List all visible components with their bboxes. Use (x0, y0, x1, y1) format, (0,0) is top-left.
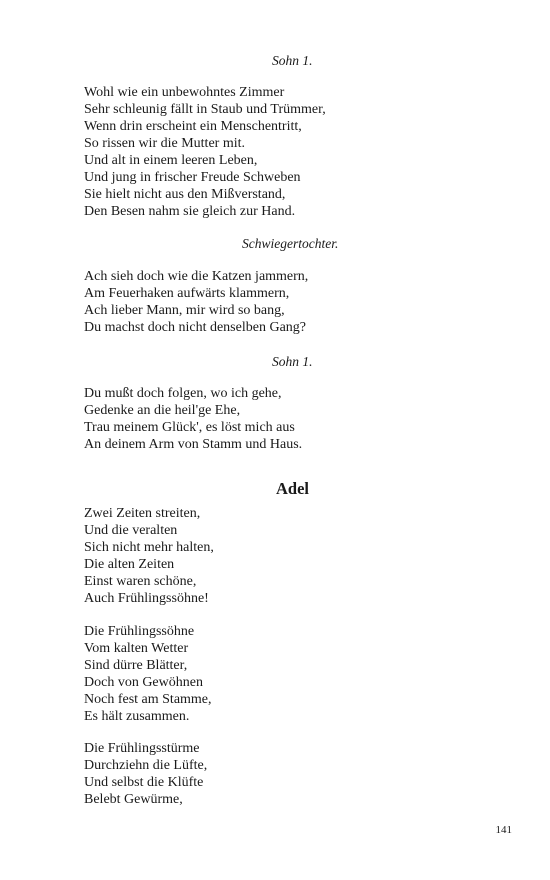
verse-line: Die Frühlingsstürme (84, 741, 200, 756)
verse-line: Und selbst die Klüfte (84, 775, 204, 790)
verse-line: Und alt in einem leeren Leben, (84, 153, 258, 168)
verse-line: So rissen wir die Mutter mit. (84, 136, 245, 151)
verse-line: Gedenke an die heil'ge Ehe, (84, 403, 241, 418)
poem-title: Adel (276, 479, 309, 498)
verse-line: Am Feuerhaken aufwärts klammern, (84, 286, 290, 301)
verse-line: Du machst doch nicht denselben Gang? (84, 320, 306, 335)
verse-line: Auch Frühlingssöhne! (84, 591, 209, 606)
verse-line: Es hält zusammen. (84, 709, 190, 724)
verse-line: Ach sieh doch wie die Katzen jammern, (84, 269, 309, 284)
stanza (84, 623, 212, 725)
speaker-label-sohn: Sohn 1. (272, 53, 313, 68)
verse-line: Und jung in frischer Freude Schweben (84, 170, 301, 185)
verse-line: Einst waren schöne, (84, 574, 197, 589)
stanza (84, 84, 326, 220)
speaker-label-sohn: Sohn 1. (272, 354, 313, 369)
stanza (84, 505, 214, 607)
verse-line: Doch von Gewöhnen (84, 675, 203, 690)
verse-line: Die Frühlingssöhne (84, 624, 195, 639)
verse-line: Und die veralten (84, 523, 178, 538)
verse-line: Wohl wie ein unbewohntes Zimmer (84, 85, 285, 100)
verse-line: Sie hielt nicht aus den Mißverstand, (84, 187, 286, 202)
verse-line: Zwei Zeiten streiten, (84, 506, 201, 521)
verse-line: Ach lieber Mann, mir wird so bang, (84, 303, 285, 318)
stanza (84, 385, 302, 453)
page-number: 141 (495, 824, 512, 836)
verse-line: Du mußt doch folgen, wo ich gehe, (84, 386, 282, 401)
stanza (84, 740, 207, 808)
verse-line: Belebt Gewürme, (84, 792, 183, 807)
verse-line: An deinem Arm von Stamm und Haus. (84, 437, 303, 452)
verse-line: Vom kalten Wetter (84, 641, 189, 656)
verse-line: Sich nicht mehr halten, (84, 540, 214, 555)
verse-line: Sehr schleunig fällt in Staub und Trümmer, (84, 102, 326, 117)
verse-line: Die alten Zeiten (84, 557, 175, 572)
speaker-label-schwiegertochter: Schwiegertochter. (242, 236, 339, 251)
verse-line: Noch fest am Stamme, (84, 692, 212, 707)
verse-line: Trau meinem Glück', es löst mich aus (84, 420, 295, 435)
verse-line: Den Besen nahm sie gleich zur Hand. (84, 204, 296, 219)
verse-line: Sind dürre Blätter, (84, 658, 188, 673)
stanza (84, 268, 308, 336)
verse-line: Durchziehn die Lüfte, (84, 758, 208, 773)
verse-line: Wenn drin erscheint ein Menschentritt, (84, 119, 302, 134)
